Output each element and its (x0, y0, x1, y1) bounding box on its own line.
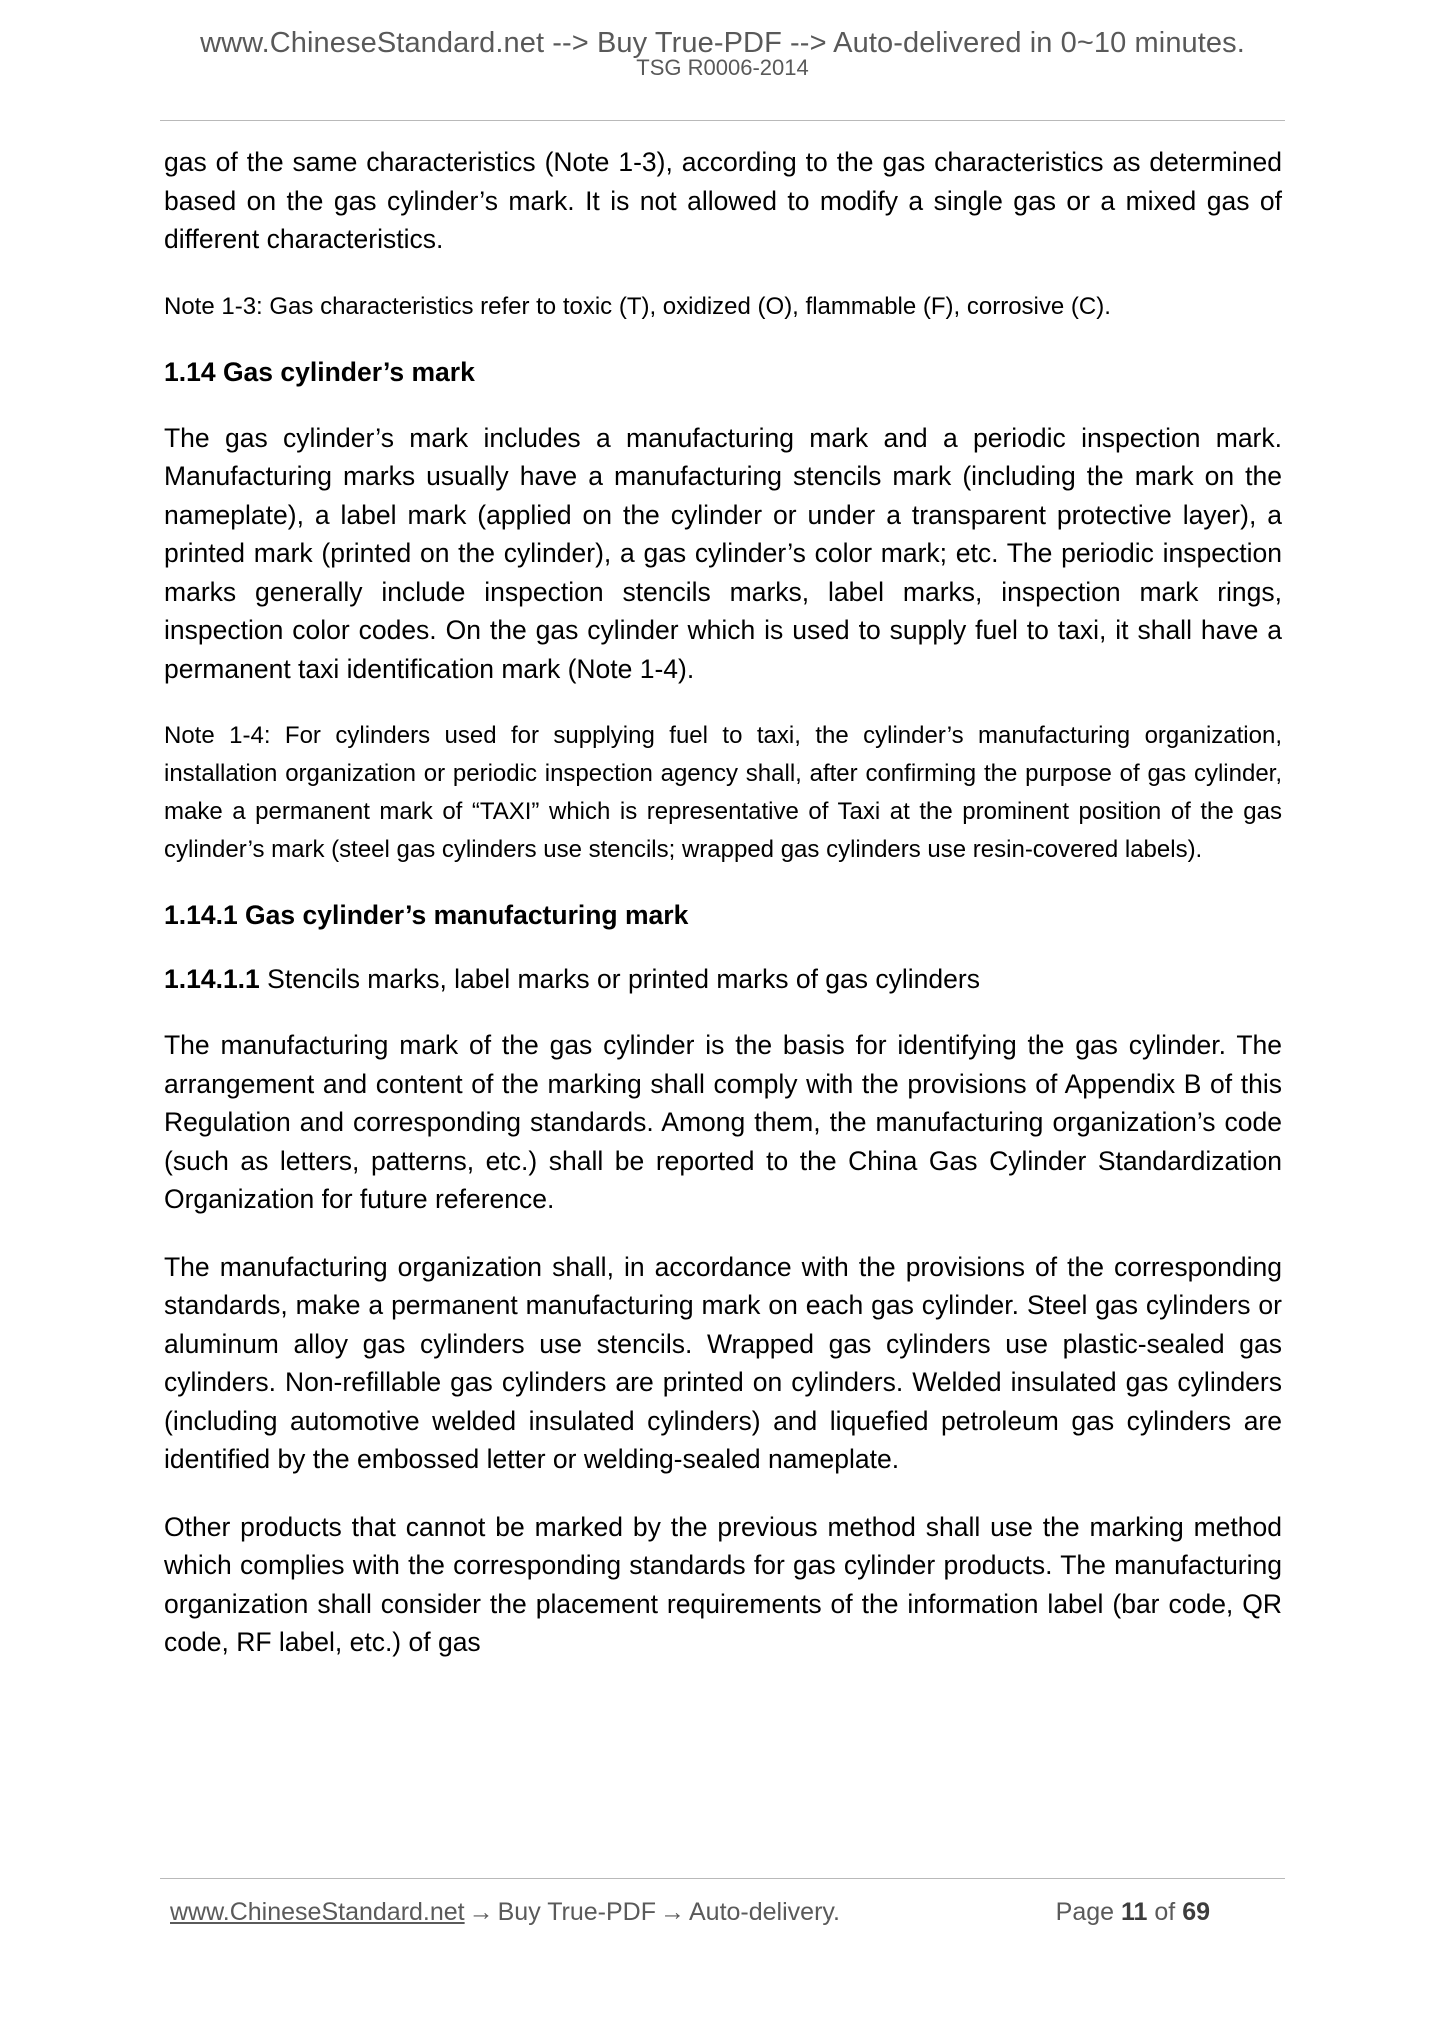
header-divider (160, 120, 1285, 121)
page-label: Page (1055, 1898, 1115, 1926)
heading-1-14-1-1-number: 1.14.1.1 (164, 964, 260, 994)
paragraph-gas-cylinder-mark: The gas cylinder’s mark includes a manufacturing mark and a periodic inspection mark. Manufacturing marks usually have a manufacturing stencils mark (including the mark on the nameplate), a label mark (applied on the cylinder or under a transparent protective layer), a printed mark (printed on the cylinder), a gas cylinder’s color mark; etc. The periodic inspection marks generally include inspection stencils marks, label marks, inspection mark rings, inspection color codes. On the gas cylinder which is used to supply fuel to taxi, it shall have a permanent taxi identification mark (Note 1-4). (164, 422, 1282, 684)
heading-1-14-1-1-text: Stencils marks, label marks or printed marks of gas cylinders (267, 964, 980, 994)
note-1-3: Note 1-3: Gas characteristics refer to toxic (T), oxidized (O), flammable (F), corrosive (C). (164, 292, 1111, 320)
footer-divider (160, 1878, 1285, 1879)
paragraph-manufacturing-organization: The manufacturing organization shall, in accordance with the provisions of the corresponding standards, make a permanent manufacturing mark on each gas cylinder. Steel gas cylinders or aluminum alloy gas cylinders use stencils. Wrapped gas cylinders use plastic-sealed gas cylinders. Non-refillable gas cylinders are printed on cylinders. Welded insulated gas cylinders (including automotive welded insulated cylinders) and liquefied petroleum gas cylinders are identified by the embossed letter or welding-sealed nameplate. (164, 1251, 1282, 1474)
page-footer (160, 1898, 1285, 1927)
arrow-right-icon-1: → (468, 1898, 494, 1926)
page-number: 11 (1120, 1898, 1148, 1926)
paragraph-manufacturing-mark-basis: The manufacturing mark of the gas cylinder is the basis for identifying the gas cylinder. The arrangement and content of the marking shall comply with the provisions of Appendix B of this Regulation and corresponding standards. Among them, the manufacturing organization’s code (such as letters, patterns, etc.) shall be reported to the China Gas Cylinder Standardization Organization for future reference. (164, 1030, 1282, 1214)
document-body (164, 143, 1282, 1691)
paragraph-continuation: gas of the same characteristics (Note 1-3), according to the gas characteristics as determined based on the gas cylinder’s mark. It is not allowed to modify a single gas or a mixed gas of different characteristics. (164, 147, 1282, 254)
document-code: TSG R0006-2014 (636, 54, 809, 80)
arrow-right-icon-2: → (660, 1898, 685, 1926)
heading-1-14-1: 1.14.1 Gas cylinder’s manufacturing mark (164, 900, 689, 930)
footer-delivery-label: Auto-delivery. (689, 1898, 840, 1926)
heading-1-14: 1.14 Gas cylinder’s mark (164, 356, 475, 387)
footer-promo (170, 1898, 840, 1927)
page-total: 69 (1182, 1898, 1210, 1926)
promo-watermark: www.ChineseStandard.net --> Buy True-PDF --> Auto-delivered in 0~10 minutes. (200, 27, 1245, 59)
page-header (0, 0, 1445, 80)
footer-buy-label: Buy True-PDF (497, 1898, 656, 1926)
heading-1-14-1-1 (164, 962, 1282, 996)
footer-site-link[interactable]: www.ChineseStandard.net (170, 1898, 465, 1926)
note-1-4: Note 1-4: For cylinders used for supplying fuel to taxi, the cylinder’s manufacturing organization, installation organization or periodic inspection agency shall, after confirming the purpose of gas cylinder, make a permanent mark of “TAXI” which is representative of Taxi at the prominent position of the gas cylinder’s mark (steel gas cylinders use stencils; wrapped gas cylinders use resin-covered labels). (164, 722, 1282, 863)
paragraph-other-products: Other products that cannot be marked by the previous method shall use the marking method which complies with the corresponding standards for gas cylinder products. The manufacturing organization shall consider the placement requirements of the information label (bar code, QR code, RF label, etc.) of gas (164, 1511, 1282, 1657)
page-indicator (1056, 1898, 1210, 1927)
of-label: of (1154, 1898, 1176, 1926)
